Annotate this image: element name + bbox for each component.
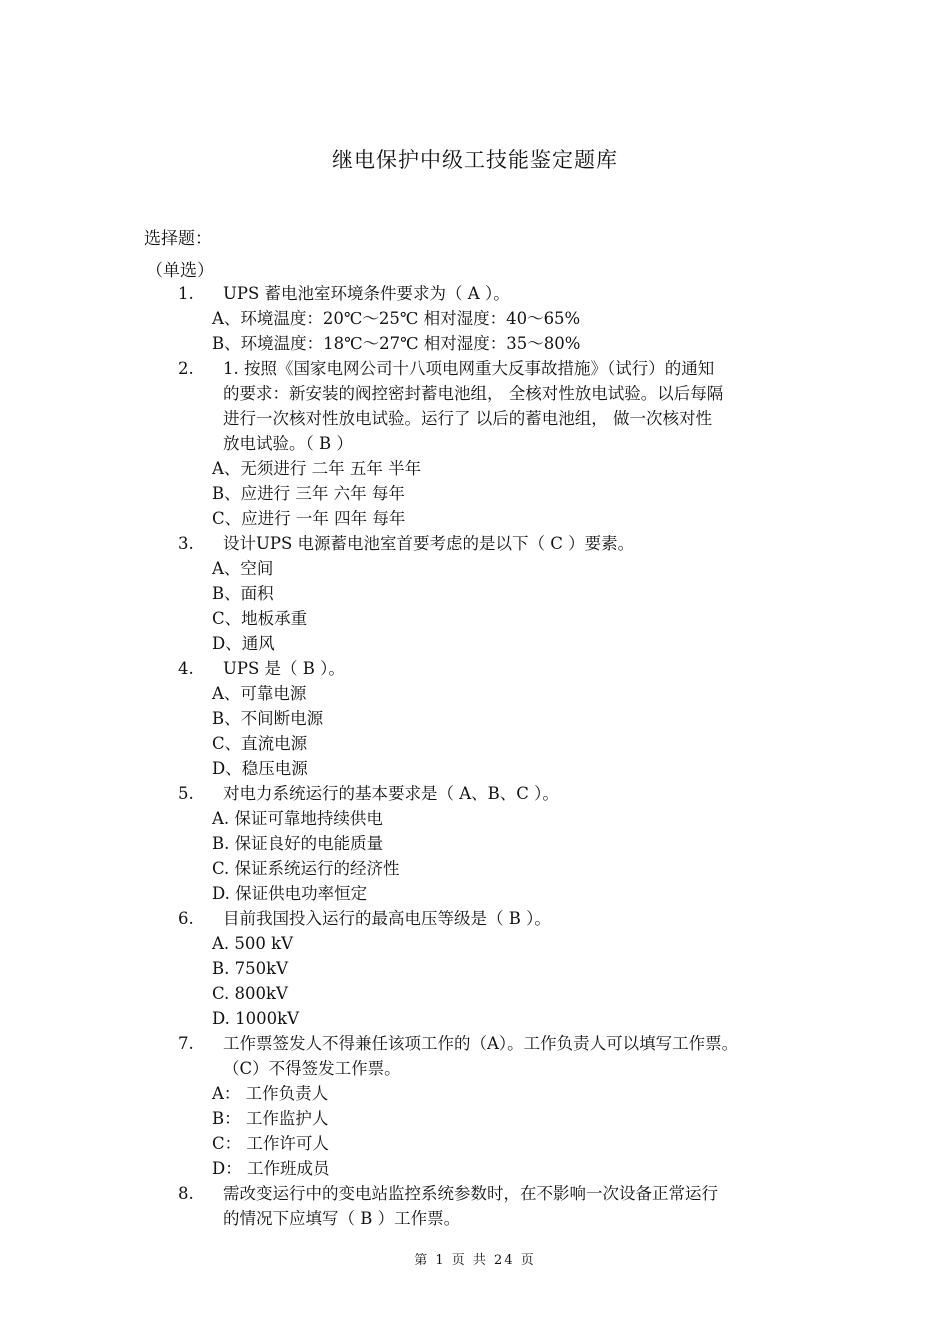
- question-line: [0, 356, 950, 381]
- question-item: [0, 1031, 950, 1181]
- question-number: 2.: [178, 359, 194, 378]
- answer-option: [0, 331, 950, 356]
- answer-option: [0, 1106, 950, 1131]
- question-line: [0, 906, 950, 931]
- question-text: 需改变运行中的变电站监控系统参数时，在不影响一次设备正常运行: [223, 1184, 718, 1203]
- answer-option: [0, 931, 950, 956]
- answer-option-text: D、稳压电源: [212, 759, 308, 778]
- question-number: 8.: [178, 1184, 194, 1203]
- answer-option-text: A、空间: [212, 559, 274, 578]
- answer-option-text: B、应进行 三年 六年 每年: [212, 484, 405, 503]
- answer-option-text: B. 保证良好的电能质量: [212, 834, 384, 853]
- question-number: 7.: [178, 1034, 194, 1053]
- answer-option-text: B、环境温度：18℃～27℃ 相对湿度：35～80%: [212, 334, 581, 353]
- answer-option-text: A、环境温度：20℃～25℃ 相对湿度：40～65%: [212, 309, 581, 328]
- question-line: [0, 381, 950, 406]
- question-line: [0, 1056, 950, 1081]
- subsection-heading: （单选）: [146, 261, 214, 281]
- answer-option-text: A： 工作负责人: [212, 1084, 329, 1103]
- answer-option: [0, 981, 950, 1006]
- question-text: 设计UPS 电源蓄电池室首要考虑的是以下（ C ）要素。: [223, 534, 635, 553]
- question-item: [0, 781, 950, 906]
- answer-option: [0, 706, 950, 731]
- answer-option-text: B、不间断电源: [212, 709, 324, 728]
- answer-option: [0, 831, 950, 856]
- question-line: [0, 1181, 950, 1206]
- question-item: [0, 656, 950, 781]
- question-item: [0, 281, 950, 356]
- question-number: 3.: [178, 534, 194, 553]
- answer-option-text: C、直流电源: [212, 734, 308, 753]
- question-text: 1. 按照《国家电网公司十八项电网重大反事故措施》（试行）的通知: [223, 359, 715, 378]
- answer-option: [0, 481, 950, 506]
- answer-option: [0, 956, 950, 981]
- question-line: [0, 406, 950, 431]
- answer-option: [0, 1156, 950, 1181]
- question-text: 的情况下应填写（ B ）工作票。: [223, 1209, 461, 1228]
- answer-option: [0, 1131, 950, 1156]
- answer-option: [0, 681, 950, 706]
- answer-option: [0, 756, 950, 781]
- answer-option: [0, 731, 950, 756]
- question-text: 目前我国投入运行的最高电压等级是（ B ）。: [223, 909, 551, 928]
- page-title: 继电保护中级工技能鉴定题库: [332, 148, 618, 172]
- question-number: 4.: [178, 659, 194, 678]
- question-number: 6.: [178, 909, 194, 928]
- answer-option-text: A、无须进行 二年 五年 半年: [212, 459, 422, 478]
- answer-option-text: D. 保证供电功率恒定: [212, 884, 368, 903]
- question-list: [0, 281, 950, 1231]
- answer-option: [0, 1006, 950, 1031]
- answer-option: [0, 1081, 950, 1106]
- answer-option-text: C、应进行 一年 四年 每年: [212, 509, 406, 528]
- question-text: 放电试验。（ B ）: [223, 434, 353, 453]
- answer-option-text: D： 工作班成员: [212, 1159, 330, 1178]
- answer-option-text: A. 500 kV: [212, 934, 294, 953]
- answer-option: [0, 606, 950, 631]
- section-heading: 选择题：: [144, 229, 212, 249]
- answer-option-text: B： 工作监护人: [212, 1109, 329, 1128]
- answer-option: [0, 631, 950, 656]
- answer-option: [0, 806, 950, 831]
- answer-option-text: C： 工作许可人: [212, 1134, 329, 1153]
- question-line: [0, 281, 950, 306]
- answer-option-text: D、通风: [212, 634, 275, 653]
- answer-option-text: C. 保证系统运行的经济性: [212, 859, 400, 878]
- question-item: [0, 1181, 950, 1231]
- question-line: [0, 531, 950, 556]
- question-number: 5.: [178, 784, 194, 803]
- question-text: 的要求：新安装的阀控密封蓄电池组， 全核对性放电试验。以后每隔: [223, 384, 724, 403]
- answer-option-text: C. 800kV: [212, 984, 288, 1003]
- question-line: [0, 431, 950, 456]
- question-line: [0, 781, 950, 806]
- page-footer: 第 1 页 共 24 页: [414, 1253, 536, 1268]
- answer-option: [0, 881, 950, 906]
- answer-option: [0, 556, 950, 581]
- answer-option-text: A. 保证可靠地持续供电: [212, 809, 383, 828]
- question-text: UPS 是（ B ）。: [223, 659, 345, 678]
- question-number: 1.: [178, 284, 194, 303]
- question-line: [0, 656, 950, 681]
- question-text: UPS 蓄电池室环境条件要求为（ A ）。: [223, 284, 510, 303]
- answer-option-text: A、可靠电源: [212, 684, 307, 703]
- question-text: （C）不得签发工作票。: [223, 1059, 401, 1078]
- answer-option-text: C、地板承重: [212, 609, 308, 628]
- answer-option-text: B. 750kV: [212, 959, 289, 978]
- answer-option: [0, 456, 950, 481]
- answer-option: [0, 306, 950, 331]
- question-text: 工作票签发人不得兼任该项工作的（A）。工作负责人可以填写工作票。: [223, 1034, 739, 1053]
- question-item: [0, 531, 950, 656]
- answer-option: [0, 856, 950, 881]
- question-text: 进行一次核对性放电试验。运行了 以后的蓄电池组， 做一次核对性: [223, 409, 712, 428]
- question-item: [0, 906, 950, 1031]
- answer-option-text: B、面积: [212, 584, 274, 603]
- answer-option: [0, 581, 950, 606]
- question-line: [0, 1031, 950, 1056]
- question-line: [0, 1206, 950, 1231]
- question-text: 对电力系统运行的基本要求是（ A、B、C ）。: [223, 784, 559, 803]
- question-item: [0, 356, 950, 531]
- answer-option-text: D. 1000kV: [212, 1009, 300, 1028]
- answer-option: [0, 506, 950, 531]
